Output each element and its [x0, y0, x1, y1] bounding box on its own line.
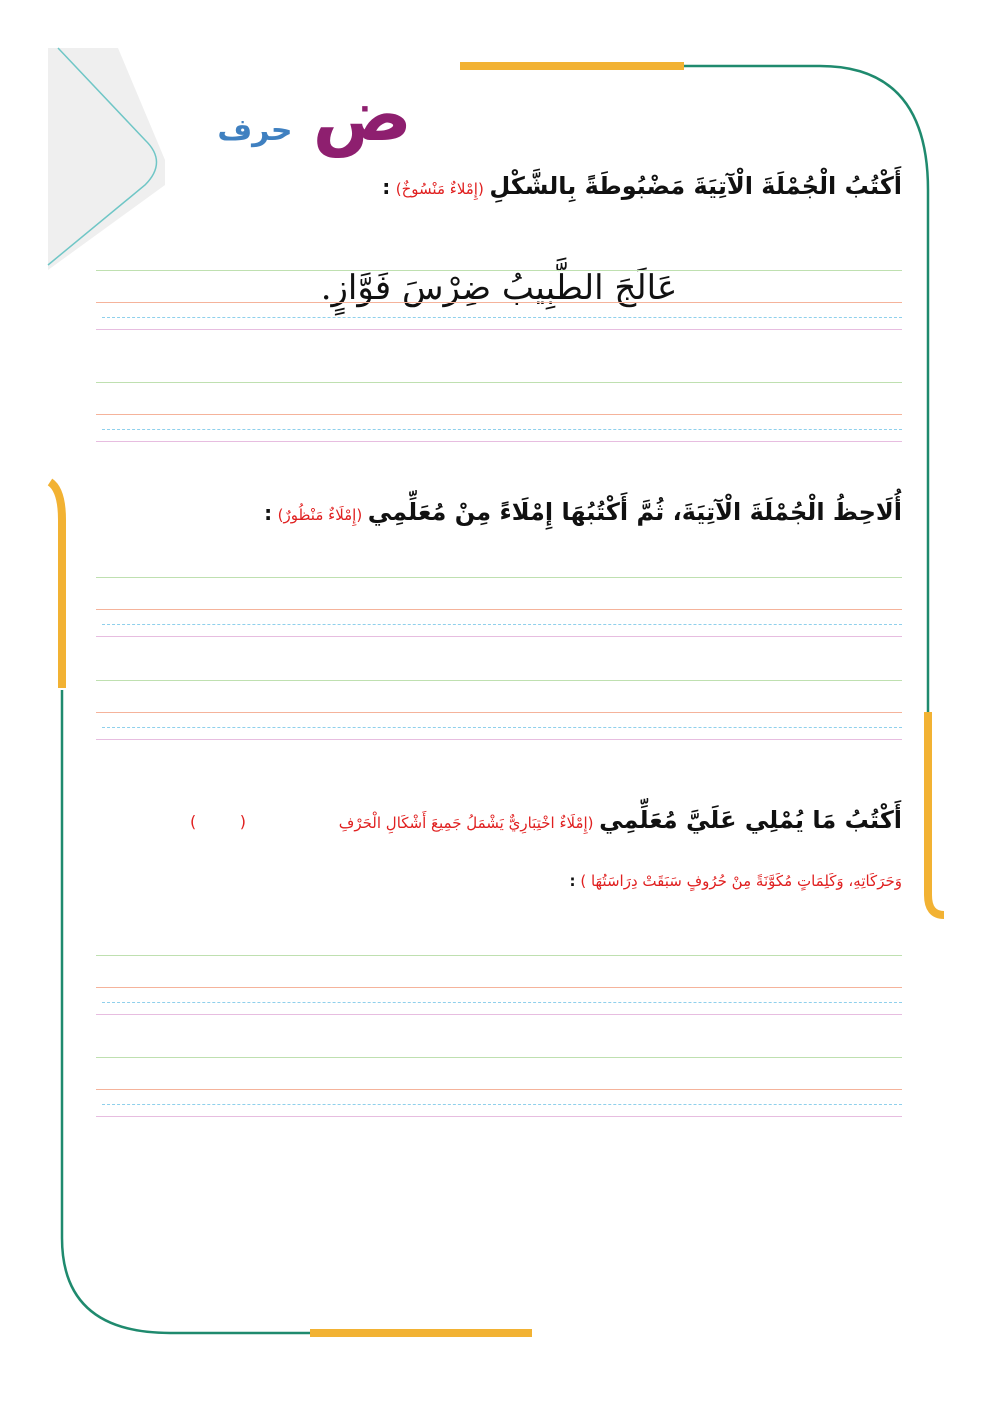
rule-dashed [102, 1104, 902, 1105]
section2-instruction-text: أُلَاحِظُ الْجُمْلَةَ الْآتِيَةَ، ثُمَّ أَكْتُبُهَا إِمْلَاءً مِنْ مُعَلِّمِي [367, 498, 902, 526]
rule-base [96, 414, 902, 415]
rule-top [96, 955, 902, 956]
letter-header [217, 72, 412, 158]
writing-lines[interactable] [96, 1057, 902, 1127]
writing-lines[interactable] [96, 680, 902, 750]
rule-bottom [96, 441, 902, 442]
rule-base [96, 712, 902, 713]
rule-top [96, 1057, 902, 1058]
rule-base [96, 1089, 902, 1090]
rule-dashed [102, 429, 902, 430]
rule-bottom [96, 1014, 902, 1015]
section2-note: (إِمْلَاءٌ مَنْظُورٌ) [277, 506, 363, 524]
rule-top [96, 577, 902, 578]
rule-bottom [96, 1116, 902, 1117]
section2-colon: : [264, 501, 273, 525]
corner-fold-shape [48, 48, 165, 270]
rule-bottom [96, 329, 902, 330]
writing-lines[interactable] [96, 955, 902, 1025]
section1-note: (إِمْلاءٌ مَنْسُوخٌ) [395, 180, 484, 198]
accent-bar-left [50, 482, 62, 688]
paren-open: ( [190, 812, 197, 831]
rule-bottom [96, 739, 902, 740]
section1-instruction [382, 172, 902, 200]
section3-colon: : [569, 872, 576, 890]
section3-note-line2: وَحَرَكَاتِهِ، وَكَلِمَاتٍ مُكَوَّنَةً مِنْ حُرُوفٍ سَبَقَتْ دِرَاسَتُهَا ) [580, 872, 902, 890]
accent-bar-right [928, 712, 944, 915]
section2-instruction [264, 498, 902, 526]
rule-bottom [96, 636, 902, 637]
writing-lines [96, 270, 902, 340]
header-letter: ض [312, 72, 412, 158]
header-word: حرف [217, 113, 293, 148]
rule-top [96, 680, 902, 681]
rule-base [96, 302, 902, 303]
letter-parentheses [190, 812, 246, 831]
section1-instruction-text: أَكْتُبُ الْجُمْلَةَ الْآتِيَةَ مَضْبُوطَةً بِالشَّكْلِ [489, 172, 902, 200]
rule-dashed [102, 1002, 902, 1003]
section3-note-line1: (إِمْلَاءٌ اخْتِبَارِيٌّ يَشْمَلُ جَمِيعَ أَشْكَالِ الْحَرْفِ [338, 814, 594, 832]
section3-instruction-text: أَكْتُبُ مَا يُمْلِي عَلَيَّ مُعَلِّمِي [599, 806, 902, 834]
section3-note-line2-wrap [570, 872, 902, 890]
rule-base [96, 987, 902, 988]
paren-close: ) [239, 812, 246, 831]
rule-dashed [102, 727, 902, 728]
rule-top [96, 270, 902, 271]
rule-dashed [102, 317, 902, 318]
rule-dashed [102, 624, 902, 625]
writing-lines[interactable] [96, 577, 902, 647]
section3-instruction [339, 806, 902, 834]
rule-base [96, 609, 902, 610]
writing-lines[interactable] [96, 382, 902, 452]
model-sentence: عَالَجَ الطَّبِيبُ ضِرْسَ فَوَّازٍ. [320, 268, 678, 308]
section1-colon: : [382, 175, 391, 199]
rule-top [96, 382, 902, 383]
